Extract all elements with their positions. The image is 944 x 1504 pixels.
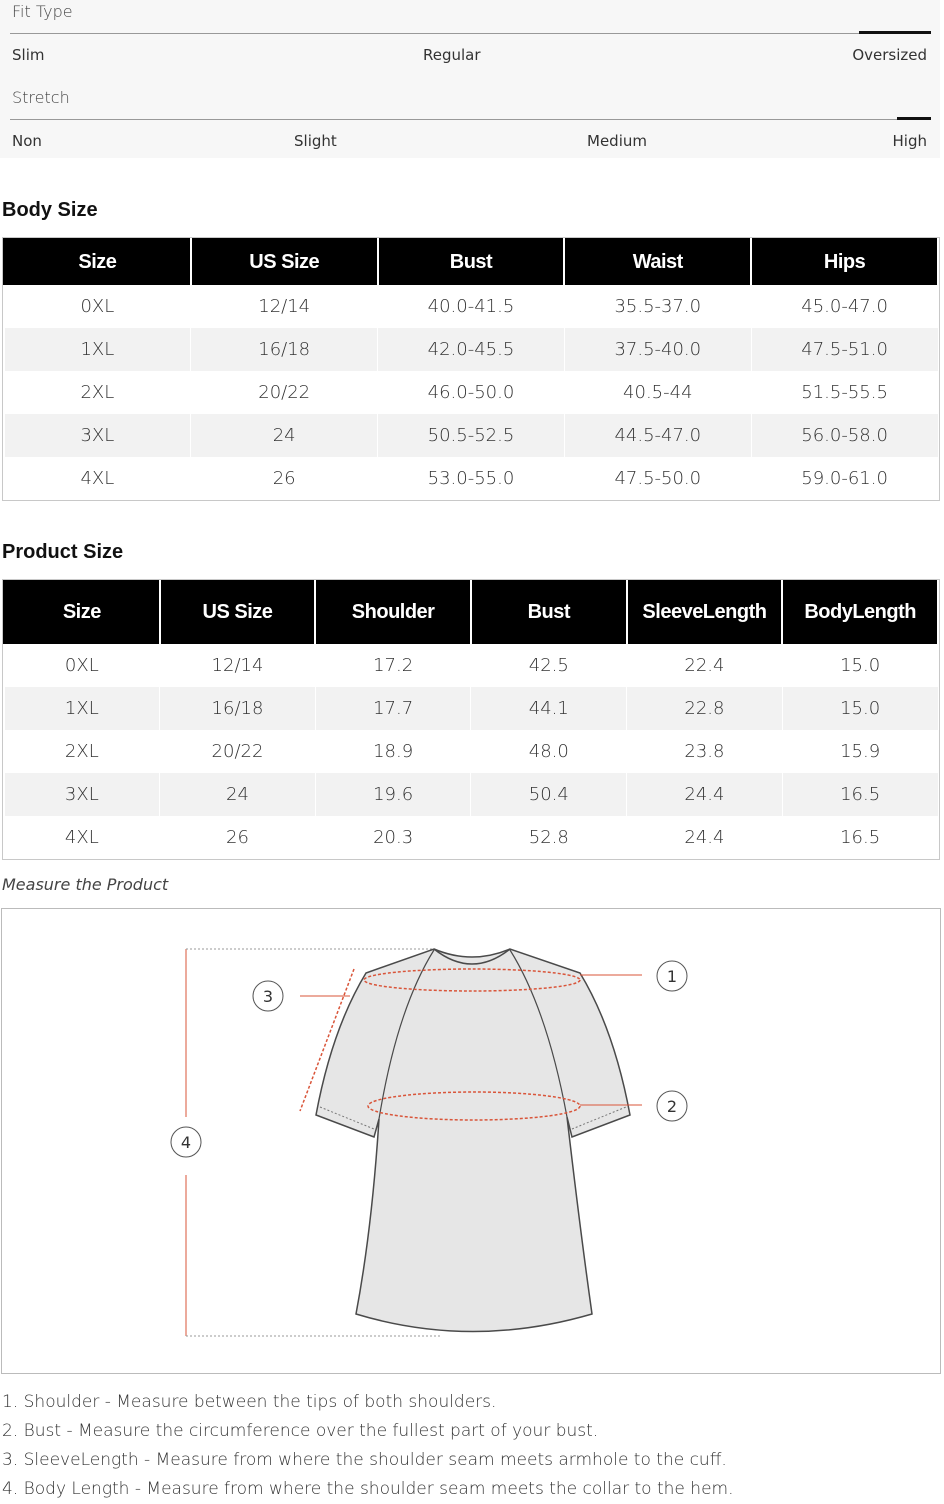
fit-stretch-panel xyxy=(0,0,940,158)
stretch-track xyxy=(10,119,931,120)
table-row xyxy=(4,414,938,457)
table-cell: 19.6 xyxy=(315,773,471,816)
marker-1 xyxy=(657,961,687,991)
table-cell: 40.0-41.5 xyxy=(378,285,565,328)
header-cell: Size xyxy=(4,580,160,644)
table-row xyxy=(4,773,938,816)
table-row xyxy=(4,687,938,730)
measure-title: Measure the Product xyxy=(2,875,169,894)
table-cell: 18.9 xyxy=(315,730,471,773)
table-cell: 17.2 xyxy=(315,644,471,687)
table-cell: 24 xyxy=(160,773,316,816)
marker-1-label: 1 xyxy=(666,967,678,986)
note-shoulder: 1. Shoulder - Measure between the tips of both shoulders. xyxy=(2,1392,497,1412)
table-cell: 17.7 xyxy=(315,687,471,730)
table-cell: 24 xyxy=(191,414,378,457)
stretch-option-slight: Slight xyxy=(294,132,337,150)
table-cell: 1XL xyxy=(4,328,191,371)
header-cell: Bust xyxy=(471,580,627,644)
table-cell: 2XL xyxy=(4,371,191,414)
note-bust: 2. Bust - Measure the circumference over the fullest part of your bust. xyxy=(2,1421,599,1441)
table-cell: 12/14 xyxy=(160,644,316,687)
header-cell: US Size xyxy=(191,238,378,285)
table-cell: 42.0-45.5 xyxy=(378,328,565,371)
header-cell: Shoulder xyxy=(315,580,471,644)
header-cell: US Size xyxy=(160,580,316,644)
table-cell: 16/18 xyxy=(160,687,316,730)
table-cell: 12/14 xyxy=(191,285,378,328)
table-cell: 44.5-47.0 xyxy=(564,414,751,457)
table-cell: 50.5-52.5 xyxy=(378,414,565,457)
table-cell: 45.0-47.0 xyxy=(751,285,938,328)
stretch-label: Stretch xyxy=(12,88,70,107)
table-cell: 56.0-58.0 xyxy=(751,414,938,457)
marker-4-label: 4 xyxy=(180,1133,192,1152)
header-cell: SleeveLength xyxy=(627,580,783,644)
table-row xyxy=(4,816,938,859)
fit-type-label: Fit Type xyxy=(12,2,73,21)
table-cell: 20/22 xyxy=(160,730,316,773)
stretch-option-medium: Medium xyxy=(587,132,647,150)
table-row xyxy=(4,328,938,371)
body-size-header-row xyxy=(4,238,938,285)
table-cell: 22.8 xyxy=(627,687,783,730)
table-row xyxy=(4,285,938,328)
header-cell: Hips xyxy=(751,238,938,285)
table-cell: 24.4 xyxy=(627,773,783,816)
table-cell: 15.0 xyxy=(782,644,938,687)
table-cell: 26 xyxy=(191,457,378,500)
table-cell: 44.1 xyxy=(471,687,627,730)
table-cell: 52.8 xyxy=(471,816,627,859)
table-cell: 47.5-50.0 xyxy=(564,457,751,500)
marker-2-label: 2 xyxy=(666,1097,678,1116)
table-row xyxy=(4,730,938,773)
table-cell: 16.5 xyxy=(782,816,938,859)
header-cell: BodyLength xyxy=(782,580,938,644)
table-cell: 51.5-55.5 xyxy=(751,371,938,414)
table-cell: 35.5-37.0 xyxy=(564,285,751,328)
header-cell: Bust xyxy=(378,238,565,285)
table-cell: 48.0 xyxy=(471,730,627,773)
table-cell: 3XL xyxy=(4,414,191,457)
fit-option-slim: Slim xyxy=(12,46,45,64)
body-size-title: Body Size xyxy=(2,199,98,221)
measurement-notes xyxy=(2,1388,734,1504)
fit-option-oversized: Oversized xyxy=(852,46,927,64)
table-cell: 22.4 xyxy=(627,644,783,687)
header-cell: Waist xyxy=(564,238,751,285)
table-cell: 4XL xyxy=(4,816,160,859)
marker-4 xyxy=(171,1127,201,1157)
body-size-table xyxy=(2,237,940,501)
marker-3 xyxy=(253,981,283,1011)
stretch-selected-marker xyxy=(897,117,931,120)
table-cell: 40.5-44 xyxy=(564,371,751,414)
table-cell: 50.4 xyxy=(471,773,627,816)
fit-type-track xyxy=(10,33,931,34)
measurement-diagram xyxy=(1,908,941,1374)
tshirt-shape xyxy=(316,949,630,1332)
table-row xyxy=(4,457,938,500)
stretch-option-high: High xyxy=(892,132,927,150)
table-cell: 16.5 xyxy=(782,773,938,816)
note-body-length: 4. Body Length - Measure from where the shoulder seam meets the collar to the hem. xyxy=(2,1479,734,1499)
fit-type-selected-marker xyxy=(859,31,931,34)
table-cell: 1XL xyxy=(4,687,160,730)
marker-3-label: 3 xyxy=(262,987,274,1006)
marker-2 xyxy=(657,1091,687,1121)
table-cell: 0XL xyxy=(4,644,160,687)
table-cell: 47.5-51.0 xyxy=(751,328,938,371)
table-row xyxy=(4,371,938,414)
table-cell: 4XL xyxy=(4,457,191,500)
tshirt-diagram-svg xyxy=(2,909,940,1373)
table-cell: 23.8 xyxy=(627,730,783,773)
table-cell: 15.9 xyxy=(782,730,938,773)
table-cell: 2XL xyxy=(4,730,160,773)
table-cell: 16/18 xyxy=(191,328,378,371)
table-cell: 3XL xyxy=(4,773,160,816)
table-cell: 24.4 xyxy=(627,816,783,859)
table-cell: 20.3 xyxy=(315,816,471,859)
table-cell: 20/22 xyxy=(191,371,378,414)
table-cell: 0XL xyxy=(4,285,191,328)
table-cell: 53.0-55.0 xyxy=(378,457,565,500)
header-cell: Size xyxy=(4,238,191,285)
table-cell: 15.0 xyxy=(782,687,938,730)
table-cell: 42.5 xyxy=(471,644,627,687)
note-sleeve-length: 3. SleeveLength - Measure from where the shoulder seam meets armhole to the cuff. xyxy=(2,1450,727,1470)
product-size-title: Product Size xyxy=(2,541,124,563)
table-cell: 26 xyxy=(160,816,316,859)
fit-option-regular: Regular xyxy=(423,46,481,64)
table-cell: 59.0-61.0 xyxy=(751,457,938,500)
table-cell: 37.5-40.0 xyxy=(564,328,751,371)
product-size-table xyxy=(2,579,940,860)
table-row xyxy=(4,644,938,687)
table-cell: 46.0-50.0 xyxy=(378,371,565,414)
stretch-option-non: Non xyxy=(12,132,42,150)
product-size-header-row xyxy=(4,580,938,644)
